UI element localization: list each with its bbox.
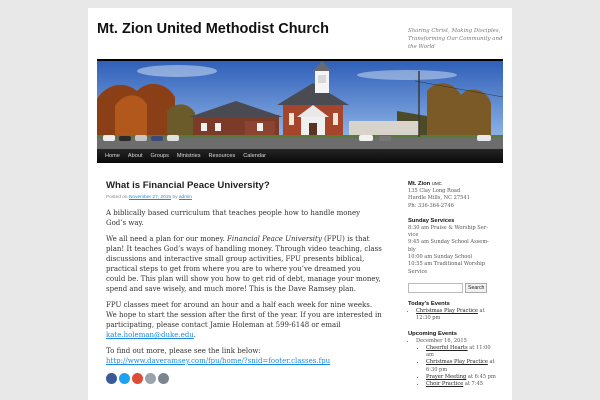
nav-item-about[interactable]: About [127, 153, 143, 159]
meta-prefix: Posted on [106, 195, 128, 200]
paragraph-intro: A biblically based curriculum that teaches people how to handle money God’s way. [106, 209, 361, 227]
nav-item-calendar[interactable]: Calendar [243, 153, 266, 159]
fpu-name-italic: Financial Peace University [227, 235, 322, 243]
list-item [426, 359, 504, 374]
widget-upcoming-events [408, 330, 504, 389]
share-facebook-icon[interactable] [106, 373, 117, 384]
post-title[interactable]: What is Financial Peace University? [106, 180, 270, 191]
post-meta [106, 194, 382, 201]
event-at: at 11:00 [467, 344, 491, 351]
site-title[interactable]: Mt. Zion United Methodist Church [97, 21, 329, 37]
share-buttons [106, 373, 382, 384]
nav-item-home[interactable]: Home [105, 153, 120, 159]
church-address-2: Hurdle Mills, NC 27541 [408, 195, 470, 202]
church-address-1: 135 Clay Long Road [408, 188, 461, 194]
church-name [408, 180, 504, 188]
todays-events-title: Today's Events [408, 300, 450, 307]
search-form [408, 283, 504, 293]
church-name-small: UMC [431, 181, 442, 186]
nav-item-groups[interactable]: Groups [150, 153, 169, 159]
upcoming-day-events [416, 345, 504, 389]
post-date-link[interactable]: November 27, 2015 [128, 195, 172, 200]
church-phone: Ph: 336-364-2746 [408, 202, 454, 209]
event-at: at [477, 307, 485, 314]
search-input[interactable] [408, 283, 463, 293]
widget-sunday-services [408, 217, 504, 276]
church-name-text: Mt. Zion [408, 181, 431, 187]
share-more-icon[interactable] [158, 373, 169, 384]
event-time: 6:30 pm [426, 366, 448, 373]
entry-body [106, 208, 382, 366]
share-google-icon[interactable] [132, 373, 143, 384]
upcoming-events-title: Upcoming Events [408, 330, 457, 337]
plan-text-b: (FPU) is that plan! It teaches God’s ways of handling money. Through video teaching, class discussions and interactive small group activities, FPU presents biblical, practical steps to get from where you are to where you’ve dreamed you could be. This plan will show you how to get rid of debt, manage your money, spend and save wisely, and much more! This is the Dave Ramsey plan. [106, 235, 382, 293]
share-email-icon[interactable] [145, 373, 156, 384]
main-navigation [97, 149, 503, 163]
widget-search [408, 283, 504, 293]
services-line: 9:45 am Sunday School Assem- [408, 239, 489, 246]
list-item [416, 308, 504, 323]
list-item [426, 381, 504, 388]
event-link[interactable]: Prayer Meeting [426, 374, 467, 381]
paragraph-plan [106, 234, 382, 294]
event-at: at [487, 359, 495, 366]
services-line: 10:55 am Traditional Worship [408, 261, 486, 268]
widget-church-info [408, 180, 504, 210]
search-button[interactable]: Search [465, 283, 487, 293]
widget-todays-events [408, 300, 504, 323]
paragraph-link [106, 346, 382, 366]
todays-events-list [408, 308, 504, 323]
upcoming-date: December 16, 2015 [416, 337, 467, 344]
list-item [426, 345, 504, 360]
list-item [426, 374, 504, 381]
services-title: Sunday Services [408, 217, 455, 224]
classes-end: . [193, 331, 196, 339]
event-link[interactable]: Cheerful Hearts [426, 344, 468, 351]
event-link[interactable]: Christmas Play Practice [426, 359, 488, 366]
meta-by: by [172, 195, 178, 200]
services-line: bly [408, 246, 416, 253]
event-at: at 7:45 [463, 381, 483, 388]
site-description: Sharing Christ, Making Disciples, Transforming Our Community and the World [408, 28, 503, 50]
nav-item-resources[interactable]: Resources [208, 153, 236, 159]
event-time: am [426, 352, 434, 359]
sidebar [408, 180, 504, 396]
link-intro: To find out more, please see the link below: [106, 347, 261, 355]
nav-item-ministries[interactable]: Ministries [176, 153, 201, 159]
post-author-link[interactable]: admin [178, 195, 192, 200]
upcoming-events-list [408, 338, 504, 389]
page [88, 8, 512, 400]
fpu-url-link[interactable]: http://www.daveramsey.com/fpu/home/?snid=footer.classes.fpu [106, 357, 331, 365]
post-content [106, 180, 382, 384]
email-link[interactable]: kate.holeman@duke.edu [106, 331, 194, 339]
services-line: Service [408, 268, 428, 275]
services-line: 8:30 am Praise & Worship Ser- [408, 224, 488, 231]
event-time: 12:30 pm [416, 315, 441, 322]
list-item [416, 338, 504, 389]
services-line: vice [408, 232, 419, 239]
classes-text: FPU classes meet for around an hour and a half each week for nine weeks. We hope to start the session after the first of the year. If you are interested in participating, please contact Jamie Holeman at 599-6148 or email [106, 301, 382, 329]
share-twitter-icon[interactable] [119, 373, 130, 384]
event-link[interactable]: Christmas Play Practice [416, 307, 478, 314]
header-banner-image [97, 61, 503, 149]
services-line: 10:00 am Sunday School [408, 254, 473, 261]
paragraph-classes [106, 300, 382, 340]
event-at: at 6:45 pm [466, 374, 496, 381]
event-link[interactable]: Choir Practice [426, 381, 464, 388]
plan-text-a: We all need a plan for our money. [106, 235, 228, 243]
